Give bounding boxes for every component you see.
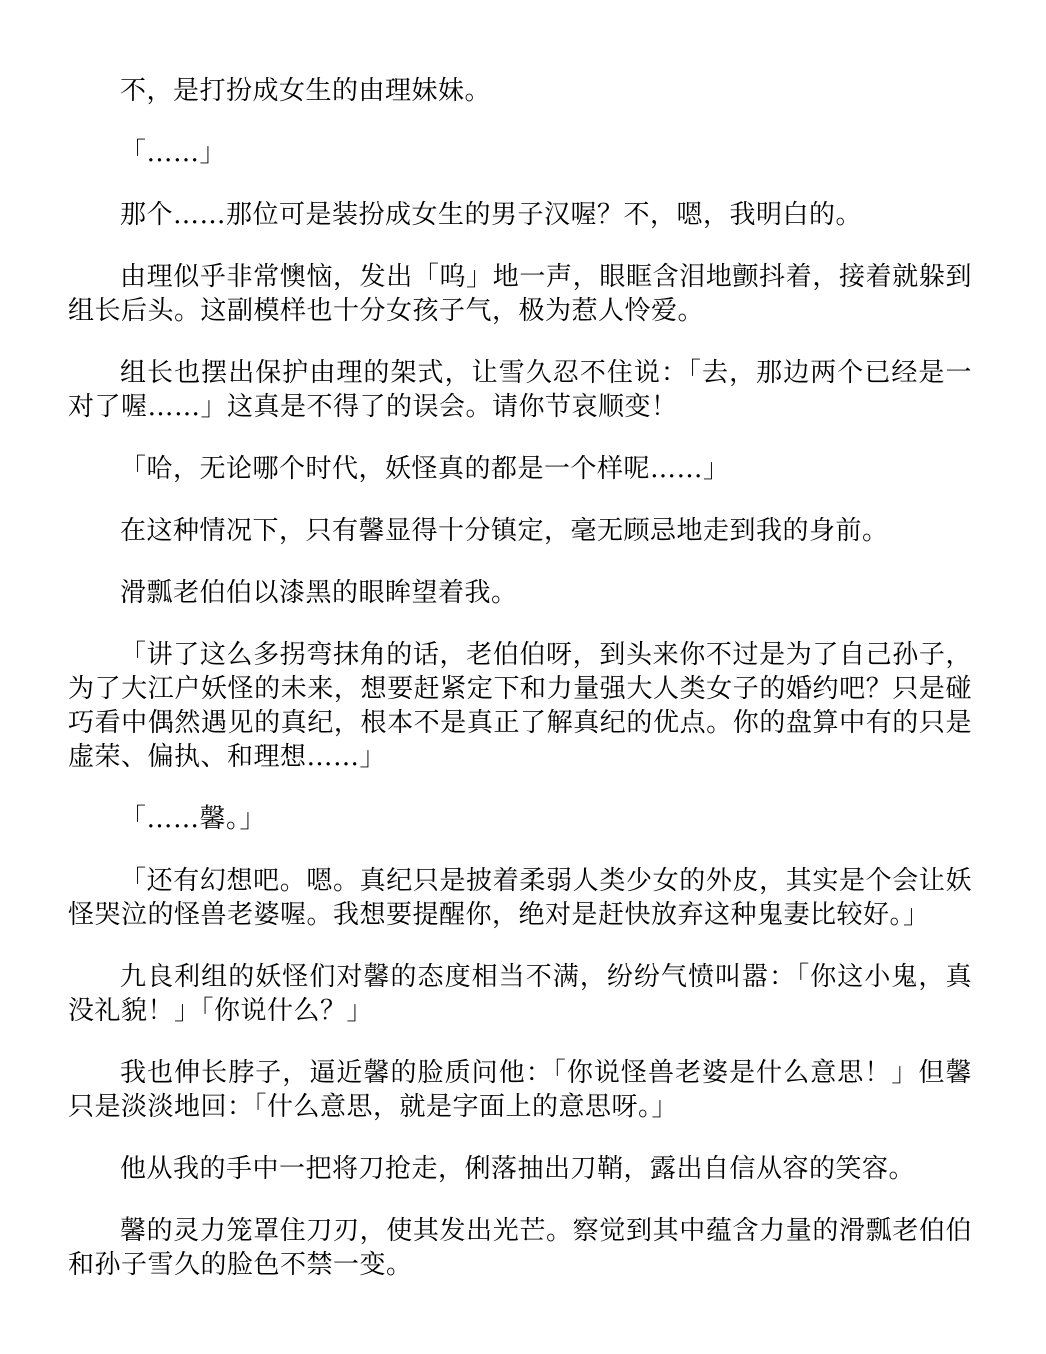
paragraph: 「哈，无论哪个时代，妖怪真的都是一个样呢……」: [120, 454, 730, 484]
paragraph: 组长也摆出保护由理的架式，让雪久忍不住说：「去，那边两个已经是一对了喔……」这真是不得了的误会。请你节哀顺变！: [68, 358, 972, 422]
document-page: [68, 74, 972, 1310]
paragraph: 「还有幻想吧。嗯。真纪只是披着柔弱人类少女的外皮，其实是个会让妖怪哭泣的怪兽老婆喔。我想要提醒你，绝对是赶快放弃这种鬼妻比较好。」: [68, 866, 972, 930]
paragraph: 在这种情况下，只有馨显得十分镇定，毫无顾忌地走到我的身前。: [120, 516, 889, 546]
paragraph: 馨的灵力笼罩住刀刃，使其发出光芒。察觉到其中蕴含力量的滑瓢老伯伯和孙子雪久的脸色不禁一变。: [68, 1216, 972, 1280]
paragraph: 九良利组的妖怪们对馨的态度相当不满，纷纷气愤叫嚣：「你这小鬼，真没礼貌！」「你说什么？」: [68, 962, 972, 1026]
paragraph: 那个……那位可是装扮成女生的男子汉喔？不，嗯，我明白的。: [120, 200, 863, 230]
paragraph: 「……」: [120, 138, 227, 168]
paragraph: 他从我的手中一把将刀抢走，俐落抽出刀鞘，露出自信从容的笑容。: [120, 1154, 916, 1184]
paragraph: 滑瓢老伯伯以漆黑的眼眸望着我。: [120, 578, 518, 608]
paragraph: 我也伸长脖子，逼近馨的脸质问他：「你说怪兽老婆是什么意思！」但馨只是淡淡地回：「什么意思，就是字面上的意思呀。」: [68, 1058, 972, 1122]
paragraph: 「……馨。」: [120, 804, 267, 834]
paragraph: 由理似乎非常懊恼，发出「呜」地一声，眼眶含泪地颤抖着，接着就躲到组长后头。这副模样也十分女孩子气，极为惹人怜爱。: [68, 262, 972, 326]
paragraph: 不，是打扮成女生的由理妹妹。: [120, 76, 492, 106]
paragraph: 「讲了这么多拐弯抹角的话，老伯伯呀，到头来你不过是为了自己孙子，为了大江户妖怪的未来，想要赶紧定下和力量强大人类女子的婚约吧？只是碰巧看中偶然遇见的真纪，根本不是真正了解真纪的优点。你的盘算中有的只是虚荣、偏执、和理想……」: [68, 640, 972, 772]
